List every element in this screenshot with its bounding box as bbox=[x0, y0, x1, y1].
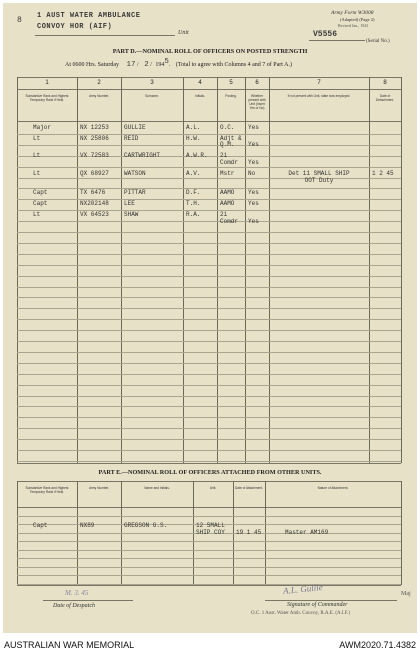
unit-name-line2: CONVOY HOR (AIF) bbox=[37, 23, 113, 31]
col-header: Date of Detachment. bbox=[375, 94, 395, 102]
row-9-rank: Lt bbox=[33, 211, 41, 218]
col-header-e: Army Number. bbox=[88, 486, 110, 490]
grid-row-line bbox=[17, 221, 401, 222]
row-0-present: Yes bbox=[248, 124, 259, 131]
serial-underline bbox=[309, 40, 365, 41]
serial-number: V5556 bbox=[313, 30, 338, 39]
grid-row-line bbox=[17, 254, 401, 255]
e-row-1-date: 19 1 45 bbox=[236, 529, 262, 536]
grid-e-header-line bbox=[17, 507, 401, 508]
grid-e-row-line bbox=[17, 550, 401, 551]
row-5-date: 1 2 45 bbox=[372, 170, 394, 177]
row-1-surname: REID bbox=[124, 135, 139, 142]
despatch-label: Date of Despatch bbox=[53, 603, 95, 609]
date-prefix: At 0600 Hrs. Saturday bbox=[65, 62, 119, 68]
row-7-number: TX 6476 bbox=[80, 189, 106, 196]
e-row-0-number: NX89 bbox=[80, 522, 95, 529]
row-1-posting: Adjt & bbox=[220, 135, 242, 142]
row-8-number: NX202148 bbox=[80, 200, 109, 207]
grid-row-line bbox=[17, 330, 401, 331]
col-header: Substantive Rank and Highest Temporary Rank if Held. bbox=[25, 94, 69, 102]
unit-name-line1: 1 AUST WATER AMBULANCE bbox=[37, 12, 141, 20]
col-header-e: Date of Attachment. bbox=[235, 486, 263, 490]
grid-row-line bbox=[17, 439, 401, 440]
row-4-posting: Comdr bbox=[220, 159, 239, 166]
col-number: 6 bbox=[255, 80, 259, 86]
despatch-handwritten: M. 3. 45 bbox=[65, 589, 89, 597]
grid-e-row-line bbox=[17, 541, 401, 542]
col-header: Army Number. bbox=[88, 94, 110, 98]
row-8-present: Yes bbox=[248, 200, 259, 207]
grid-e-row-line bbox=[17, 558, 401, 559]
row-1-initials: H.W. bbox=[186, 135, 201, 142]
footer-right: AWM2020.71.4382 bbox=[339, 640, 416, 650]
row-5-initials: A.V. bbox=[186, 170, 201, 177]
grid-border-top bbox=[17, 77, 401, 78]
col-number: 8 bbox=[383, 80, 387, 86]
commander-label: Signature of Commander bbox=[287, 602, 348, 608]
row-3-surname: CARTWRIGHT bbox=[124, 152, 161, 159]
row-2-posting: Q.M. bbox=[220, 141, 235, 148]
grid-row-line bbox=[17, 341, 401, 342]
grid-row-line bbox=[17, 265, 401, 266]
grid-border-bottom bbox=[17, 463, 401, 464]
form-adapted: (Adapted) (Page 2) bbox=[340, 17, 375, 22]
form-revised: Revised Jan., 1943 bbox=[338, 23, 369, 28]
date-year-prefix: 194 bbox=[155, 62, 165, 68]
grid-row-line bbox=[17, 396, 401, 397]
grid-col-line bbox=[217, 77, 218, 463]
archive-footer bbox=[0, 636, 420, 653]
form-title: Army Form W3008 bbox=[331, 10, 374, 16]
row-4-present: Yes bbox=[248, 159, 259, 166]
row-7-posting: AAMO bbox=[220, 189, 235, 196]
grid-col-line bbox=[245, 77, 246, 463]
commander-stamp: O.C. 1 Aust. Water Amb. Convoy, R.A.E. (A.I.F.) bbox=[251, 611, 351, 616]
row-10-posting: Comdr bbox=[220, 218, 239, 225]
grid-col-line bbox=[401, 77, 402, 463]
row-7-surname: PITTAR bbox=[124, 189, 146, 196]
grid-e-row-line bbox=[17, 575, 401, 576]
grid-row-line bbox=[17, 363, 401, 364]
row-8-initials: T.H. bbox=[186, 200, 201, 207]
grid-row-line bbox=[17, 374, 401, 375]
e-row-1-unit: SHIP COY bbox=[196, 529, 225, 536]
col-header-e: Nature of Attachment. bbox=[317, 486, 349, 490]
grid-row-line bbox=[17, 287, 401, 288]
row-0-number: NX 12253 bbox=[80, 124, 109, 131]
row-7-present: Yes bbox=[248, 189, 259, 196]
row-3-rank: Lt bbox=[33, 152, 41, 159]
row-9-initials: R.A. bbox=[186, 211, 201, 218]
grid-row-line bbox=[17, 406, 401, 407]
col-number: 3 bbox=[150, 80, 154, 86]
row-9-posting: 2i bbox=[220, 211, 228, 218]
date-day: 17 bbox=[126, 61, 136, 69]
col-header: Surname. bbox=[145, 94, 159, 98]
date-note: (Total to agree with Columns 4 and 7 of Part A.) bbox=[175, 62, 292, 68]
col-number: 5 bbox=[229, 80, 233, 86]
part-e-table bbox=[17, 481, 401, 585]
row-1-rank: Lt bbox=[33, 135, 41, 142]
row-10-present: Yes bbox=[248, 218, 259, 225]
row-5-number: QX 68927 bbox=[80, 170, 109, 177]
unit-underline bbox=[35, 35, 175, 36]
row-9-surname: SHAW bbox=[124, 211, 139, 218]
row-8-posting: AAMO bbox=[220, 200, 235, 207]
grid-row-line bbox=[17, 167, 401, 168]
part-e-title: PART E.—NOMINAL ROLL OF OFFICERS ATTACHED FROM OTHER UNITS. bbox=[98, 469, 322, 476]
row-3-number: VX 72583 bbox=[80, 152, 109, 159]
grid-row-line bbox=[17, 276, 401, 277]
row-6-employed: OOT Duty bbox=[304, 177, 334, 184]
grid-row-line bbox=[17, 385, 401, 386]
margin-text: Maj bbox=[401, 591, 411, 597]
row-3-initials: A.W.R. bbox=[186, 152, 208, 159]
grid-row-line bbox=[17, 428, 401, 429]
col-number: 2 bbox=[97, 80, 101, 86]
col-header: Posting. bbox=[225, 94, 237, 98]
grid-col-line bbox=[369, 77, 370, 463]
grid-e-row-line bbox=[17, 567, 401, 568]
date-sep-2: / bbox=[150, 62, 152, 68]
grid-header-line bbox=[17, 121, 401, 122]
grid-col-line bbox=[183, 77, 184, 463]
grid-row-line bbox=[17, 319, 401, 320]
grid-e-row-line bbox=[17, 584, 401, 585]
commander-signature: A.L. Gullie bbox=[282, 581, 324, 597]
col-number: 1 bbox=[45, 80, 49, 86]
grid-row-line bbox=[17, 450, 401, 451]
row-8-rank: Capt bbox=[33, 200, 48, 207]
date-year-digit: 5 bbox=[164, 58, 169, 66]
row-1-number: NX 25806 bbox=[80, 135, 109, 142]
grid-row-line bbox=[17, 352, 401, 353]
row-5-rank: Lt bbox=[33, 170, 41, 177]
footer-left: AUSTRALIAN WAR MEMORIAL bbox=[4, 640, 135, 650]
col-header: Whether present with Unit (Insert Yes or No) bbox=[248, 94, 266, 110]
unit-label: Unit bbox=[178, 30, 189, 36]
row-3-posting: 2i bbox=[220, 152, 228, 159]
row-8-surname: LEE bbox=[124, 200, 135, 207]
row-7-initials: D.F. bbox=[186, 189, 201, 196]
row-9-number: VX 64523 bbox=[80, 211, 109, 218]
col-number: 4 bbox=[198, 80, 202, 86]
grid-col-line bbox=[269, 77, 270, 463]
col-header: If not present with Unit, state how employed. bbox=[287, 94, 351, 98]
e-row-1-nature: Master AM169 bbox=[285, 529, 329, 536]
col-header-e: Substantive Rank and Highest Temporary Rank if Held. bbox=[25, 486, 69, 494]
part-d-title: PART D.—NOMINAL ROLL OF OFFICERS ON POSTED STRENGTH bbox=[112, 48, 308, 55]
col-header-e: Unit. bbox=[209, 486, 217, 490]
grid-row-line bbox=[17, 417, 401, 418]
grid-e-row-line bbox=[17, 516, 401, 517]
grid-e-border-top bbox=[17, 481, 401, 482]
row-5-surname: WATSON bbox=[124, 170, 146, 177]
grid-e-border-bottom bbox=[17, 585, 401, 586]
grid-row-line bbox=[17, 232, 401, 233]
row-5-present: No bbox=[248, 170, 256, 177]
col-header-e: Name and Initials. bbox=[144, 486, 170, 490]
grid-row-line bbox=[17, 461, 401, 462]
part-d-table bbox=[17, 77, 401, 463]
row-0-surname: GULLIE bbox=[124, 124, 146, 131]
roll-sheet bbox=[3, 3, 417, 633]
row-0-posting: O.C. bbox=[220, 124, 235, 131]
row-5-employed: Det 11 SMALL SHIP bbox=[288, 170, 350, 177]
e-row-0-unit: 12 SMALL bbox=[196, 522, 225, 529]
grid-row-line bbox=[17, 145, 401, 146]
e-row-0-rank: Capt bbox=[33, 522, 48, 529]
serial-label: (Serial No.) bbox=[366, 39, 390, 44]
row-5-posting: Mstr bbox=[220, 170, 235, 177]
row-2-present: Yes bbox=[248, 141, 259, 148]
col-number: 7 bbox=[317, 80, 321, 86]
commander-underline bbox=[265, 600, 397, 601]
date-sep-1: / bbox=[137, 62, 139, 68]
e-row-0-name: GREGSON G.S. bbox=[124, 522, 168, 529]
part-d-date-line: At 0600 Hrs. Saturday 17 / 2 / 1945. (Total to agree with Columns 4 and 7 of Part A.) bbox=[65, 58, 292, 69]
grid-row-line bbox=[17, 297, 401, 298]
grid-col-line bbox=[121, 77, 122, 463]
grid-row-line bbox=[17, 308, 401, 309]
row-0-rank: Major bbox=[33, 124, 52, 131]
row-0-initials: A.L. bbox=[186, 124, 201, 131]
corner-mark: 8 bbox=[17, 16, 22, 25]
row-7-rank: Capt bbox=[33, 189, 48, 196]
grid-col-line bbox=[77, 77, 78, 463]
grid-number-row-line bbox=[17, 89, 401, 90]
despatch-underline bbox=[43, 600, 133, 601]
date-month: 2 bbox=[144, 61, 149, 69]
grid-row-line bbox=[17, 243, 401, 244]
col-header: Initials. bbox=[195, 94, 205, 98]
grid-col-line bbox=[17, 77, 18, 463]
